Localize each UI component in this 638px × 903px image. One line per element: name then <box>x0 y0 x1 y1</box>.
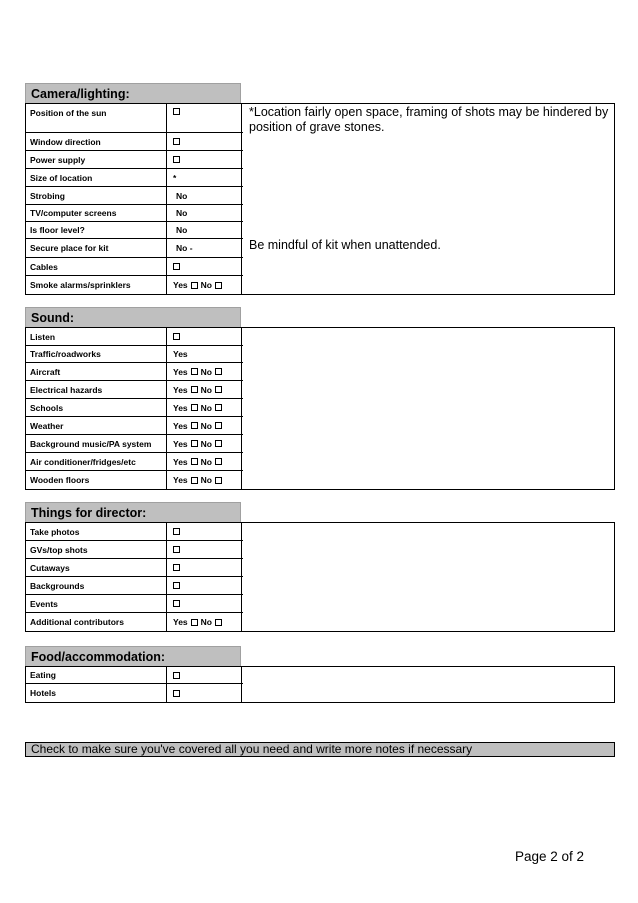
yes-label: Yes <box>173 475 188 485</box>
reminder-banner: Check to make sure you've covered all you need and write more notes if necessary <box>25 742 615 757</box>
table-row <box>26 453 243 471</box>
no-checkbox-icon[interactable] <box>215 440 222 447</box>
yes-checkbox-icon[interactable] <box>191 368 198 375</box>
row-label: Events <box>26 595 167 612</box>
section-table <box>25 103 615 295</box>
yes-checkbox-icon[interactable] <box>191 422 198 429</box>
table-row <box>26 684 243 702</box>
row-value: * <box>167 169 242 186</box>
checkbox-icon[interactable] <box>173 564 180 571</box>
row-label: Cutaways <box>26 559 167 576</box>
yes-checkbox-icon[interactable] <box>191 458 198 465</box>
table-row <box>26 187 243 205</box>
row-label: Traffic/roadworks <box>26 346 167 362</box>
table-row <box>26 595 243 613</box>
row-label: Strobing <box>26 187 167 204</box>
row-label: Aircraft <box>26 363 167 380</box>
row-value: No <box>167 187 242 204</box>
yes-label: Yes <box>173 402 188 413</box>
row-label: Window direction <box>26 133 167 150</box>
table-row <box>26 258 243 276</box>
no-label: No <box>200 402 212 413</box>
row-value <box>167 559 242 576</box>
section-title: Sound: <box>25 307 241 327</box>
checkbox-icon[interactable] <box>173 582 180 589</box>
row-label: Power supply <box>26 151 167 168</box>
row-value <box>167 523 242 540</box>
row-label: Hotels <box>26 684 167 702</box>
checkbox-icon[interactable] <box>173 528 180 535</box>
table-row <box>26 151 243 169</box>
table-row <box>26 471 243 489</box>
no-checkbox-icon[interactable] <box>215 477 222 484</box>
yes-checkbox-icon[interactable] <box>191 619 198 626</box>
row-value <box>167 667 242 683</box>
table-row <box>26 541 243 559</box>
table-row <box>26 328 243 346</box>
row-label: TV/computer screens <box>26 205 167 221</box>
row-label: Weather <box>26 417 167 434</box>
section-title: Camera/lighting: <box>25 83 241 103</box>
row-label: Additional contributors <box>26 613 167 631</box>
food-accommodation-section <box>25 646 615 703</box>
row-label: Secure place for kit <box>26 239 167 257</box>
row-value <box>167 381 242 398</box>
yes-checkbox-icon[interactable] <box>191 477 198 484</box>
no-label: No <box>200 456 212 467</box>
row-value <box>167 276 242 294</box>
table-row <box>26 399 243 417</box>
row-value <box>167 595 242 612</box>
no-checkbox-icon[interactable] <box>215 404 222 411</box>
row-label: Is floor level? <box>26 222 167 238</box>
no-checkbox-icon[interactable] <box>215 368 222 375</box>
yes-label: Yes <box>173 456 188 467</box>
row-label: Air conditioner/fridges/etc <box>26 453 167 470</box>
no-label: No <box>200 384 212 395</box>
row-label: Schools <box>26 399 167 416</box>
row-value: Yes <box>167 346 242 362</box>
no-label: No <box>200 617 212 627</box>
no-checkbox-icon[interactable] <box>215 386 222 393</box>
row-label: Background music/PA system <box>26 435 167 452</box>
table-row <box>26 435 243 453</box>
row-label: Take photos <box>26 523 167 540</box>
table-row <box>26 239 243 258</box>
yes-checkbox-icon[interactable] <box>191 386 198 393</box>
no-checkbox-icon[interactable] <box>215 282 222 289</box>
row-value <box>167 151 242 168</box>
location-note: *Location fairly open space, framing of shots may be hindered by position of grave stones. <box>249 105 609 134</box>
no-checkbox-icon[interactable] <box>215 458 222 465</box>
no-checkbox-icon[interactable] <box>215 422 222 429</box>
checkbox-icon[interactable] <box>173 690 180 697</box>
row-value <box>167 541 242 558</box>
row-label: Listen <box>26 328 167 345</box>
section-title: Things for director: <box>25 502 241 522</box>
checkbox-icon[interactable] <box>173 138 180 145</box>
table-row <box>26 523 243 541</box>
table-row <box>26 205 243 222</box>
no-checkbox-icon[interactable] <box>215 619 222 626</box>
row-value <box>167 104 242 132</box>
row-value <box>167 613 242 631</box>
row-value <box>167 577 242 594</box>
row-value: No <box>167 205 242 221</box>
row-label: Backgrounds <box>26 577 167 594</box>
checkbox-icon[interactable] <box>173 600 180 607</box>
row-label: Cables <box>26 258 167 275</box>
no-label: No <box>200 475 212 485</box>
row-label: Smoke alarms/sprinklers <box>26 276 167 294</box>
row-label: Electrical hazards <box>26 381 167 398</box>
checkbox-icon[interactable] <box>173 333 180 340</box>
director-section <box>25 502 615 632</box>
yes-label: Yes <box>173 366 188 377</box>
row-label: Wooden floors <box>26 471 167 489</box>
row-value <box>167 258 242 275</box>
kit-note: Be mindful of kit when unattended. <box>249 238 441 252</box>
yes-checkbox-icon[interactable] <box>191 282 198 289</box>
row-value <box>167 328 242 345</box>
table-row <box>26 169 243 187</box>
row-value <box>167 133 242 150</box>
section-title: Food/accommodation: <box>25 646 241 666</box>
no-label: No <box>200 420 212 431</box>
table-row <box>26 133 243 151</box>
row-label: Eating <box>26 667 167 683</box>
row-value: No <box>167 222 242 238</box>
yes-checkbox-icon[interactable] <box>191 440 198 447</box>
no-label: No <box>200 280 212 290</box>
table-row <box>26 667 243 684</box>
table-row <box>26 577 243 595</box>
row-label: Size of location <box>26 169 167 186</box>
section-table <box>25 522 615 632</box>
table-row <box>26 104 243 133</box>
row-value <box>167 363 242 380</box>
page-number: Page 2 of 2 <box>515 849 585 864</box>
row-value <box>167 471 242 489</box>
yes-label: Yes <box>173 280 188 290</box>
table-row <box>26 417 243 435</box>
checkbox-icon[interactable] <box>173 108 180 115</box>
row-label: Position of the sun <box>26 104 167 132</box>
table-row <box>26 613 243 631</box>
section-table <box>25 666 615 703</box>
table-row <box>26 346 243 363</box>
checkbox-icon[interactable] <box>173 156 180 163</box>
row-label: GVs/top shots <box>26 541 167 558</box>
checkbox-icon[interactable] <box>173 263 180 270</box>
table-row <box>26 381 243 399</box>
section-table <box>25 327 615 490</box>
yes-label: Yes <box>173 384 188 395</box>
table-row <box>26 222 243 239</box>
row-value <box>167 399 242 416</box>
row-value <box>167 417 242 434</box>
row-value: No - <box>167 239 242 257</box>
yes-label: Yes <box>173 617 188 627</box>
yes-label: Yes <box>173 420 188 431</box>
sound-section <box>25 307 615 490</box>
no-label: No <box>200 366 212 377</box>
table-row <box>26 276 243 294</box>
table-row <box>26 559 243 577</box>
row-value <box>167 453 242 470</box>
checkbox-icon[interactable] <box>173 672 180 679</box>
yes-checkbox-icon[interactable] <box>191 404 198 411</box>
camera-lighting-section <box>25 83 615 295</box>
row-value <box>167 684 242 702</box>
checkbox-icon[interactable] <box>173 546 180 553</box>
table-row <box>26 363 243 381</box>
yes-label: Yes <box>173 438 188 449</box>
no-label: No <box>200 438 212 449</box>
row-value <box>167 435 242 452</box>
